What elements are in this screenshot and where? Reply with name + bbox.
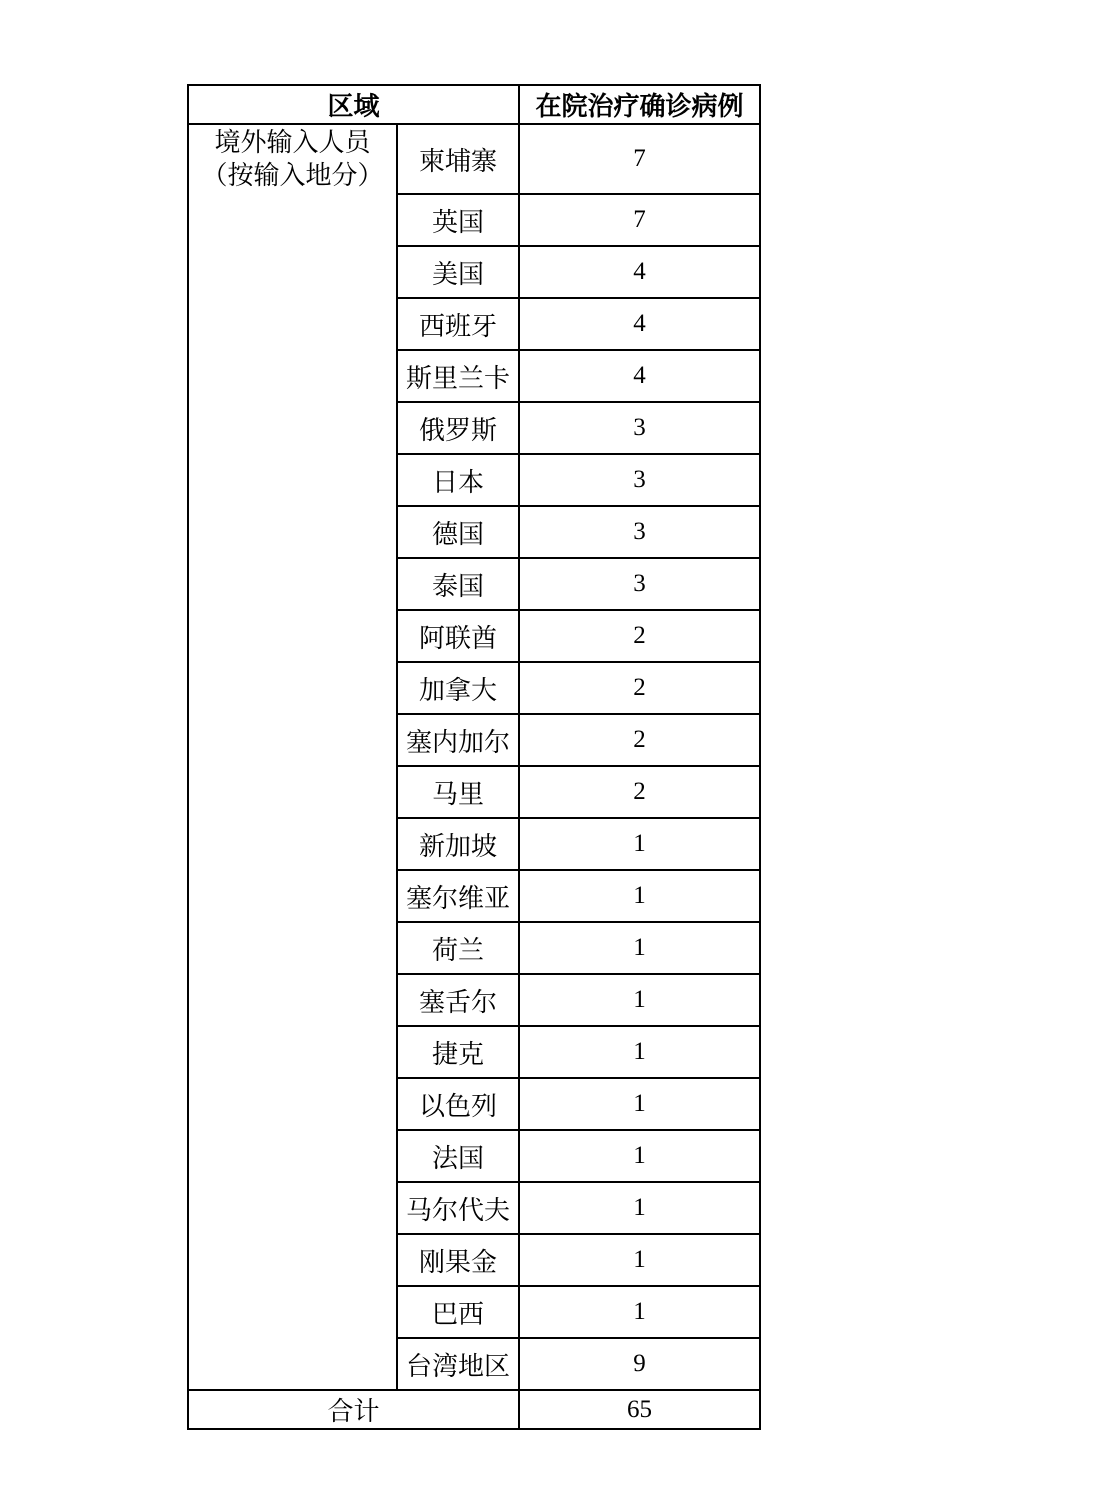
country-cell: 塞尔维亚 <box>397 870 519 922</box>
count-cell: 2 <box>519 610 760 662</box>
country-cell: 柬埔寨 <box>397 124 519 194</box>
country-cell: 塞舌尔 <box>397 974 519 1026</box>
count-cell: 2 <box>519 766 760 818</box>
total-label: 合计 <box>188 1390 519 1429</box>
count-cell: 3 <box>519 454 760 506</box>
header-row <box>188 85 760 124</box>
country-cell: 加拿大 <box>397 662 519 714</box>
count-cell: 2 <box>519 714 760 766</box>
count-cell: 3 <box>519 402 760 454</box>
country-cell: 马尔代夫 <box>397 1182 519 1234</box>
count-cell: 4 <box>519 298 760 350</box>
group-label-line1: 境外输入人员 <box>214 128 371 158</box>
country-cell: 刚果金 <box>397 1234 519 1286</box>
count-cell: 1 <box>519 1234 760 1286</box>
count-cell: 7 <box>519 194 760 246</box>
count-cell: 1 <box>519 1026 760 1078</box>
count-cell: 1 <box>519 1286 760 1338</box>
country-cell: 阿联酋 <box>397 610 519 662</box>
total-value: 65 <box>519 1390 760 1429</box>
total-row <box>188 1390 760 1429</box>
country-cell: 台湾地区 <box>397 1338 519 1390</box>
country-cell: 美国 <box>397 246 519 298</box>
country-cell: 捷克 <box>397 1026 519 1078</box>
count-cell: 3 <box>519 506 760 558</box>
count-cell: 1 <box>519 870 760 922</box>
country-cell: 法国 <box>397 1130 519 1182</box>
count-cell: 1 <box>519 922 760 974</box>
count-cell: 2 <box>519 662 760 714</box>
country-cell: 荷兰 <box>397 922 519 974</box>
count-cell: 4 <box>519 350 760 402</box>
count-cell: 1 <box>519 974 760 1026</box>
count-cell: 3 <box>519 558 760 610</box>
group-label-line2: （按输入地分） <box>201 161 384 191</box>
country-cell: 斯里兰卡 <box>397 350 519 402</box>
country-cell: 俄罗斯 <box>397 402 519 454</box>
count-cell: 1 <box>519 1182 760 1234</box>
count-cell: 1 <box>519 1130 760 1182</box>
count-cell: 9 <box>519 1338 760 1390</box>
header-region: 区域 <box>188 85 519 124</box>
header-count: 在院治疗确诊病例 <box>519 85 760 124</box>
country-cell: 塞内加尔 <box>397 714 519 766</box>
country-cell: 西班牙 <box>397 298 519 350</box>
country-cell: 以色列 <box>397 1078 519 1130</box>
country-cell: 英国 <box>397 194 519 246</box>
country-cell: 日本 <box>397 454 519 506</box>
count-cell: 1 <box>519 1078 760 1130</box>
country-cell: 马里 <box>397 766 519 818</box>
country-cell: 德国 <box>397 506 519 558</box>
country-cell: 巴西 <box>397 1286 519 1338</box>
table-row <box>188 124 760 194</box>
country-cell: 新加坡 <box>397 818 519 870</box>
case-table <box>187 84 761 1430</box>
group-label-cell <box>188 124 397 1390</box>
count-cell: 7 <box>519 124 760 194</box>
count-cell: 4 <box>519 246 760 298</box>
count-cell: 1 <box>519 818 760 870</box>
country-cell: 泰国 <box>397 558 519 610</box>
